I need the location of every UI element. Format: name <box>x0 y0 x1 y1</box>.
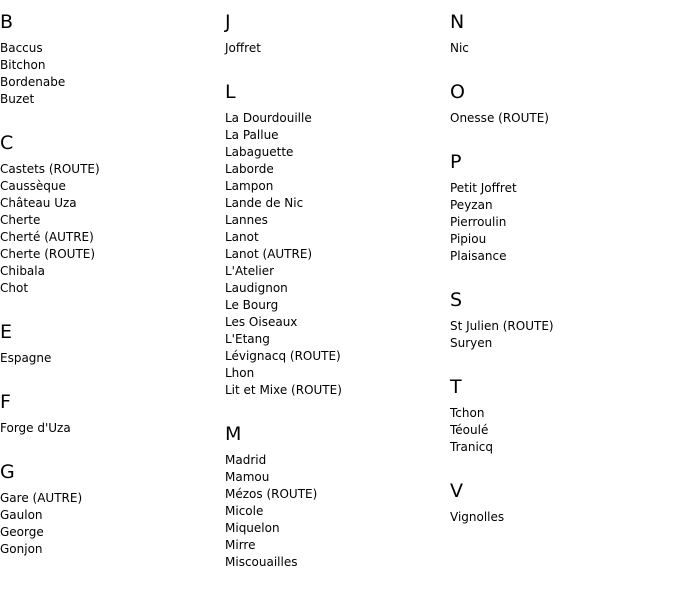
letter-heading-e: E <box>0 321 13 343</box>
entry-mamou[interactable]: Mamou <box>225 470 270 484</box>
entry-micole[interactable]: Micole <box>225 504 264 518</box>
entry-lannes[interactable]: Lannes <box>225 213 268 227</box>
letter-heading-o: O <box>450 81 465 103</box>
letter-group-g <box>0 460 220 558</box>
letter-heading-m: M <box>225 423 242 445</box>
letter-group-t <box>450 375 670 456</box>
entry-labaguette[interactable]: Labaguette <box>225 145 294 159</box>
letter-group-e <box>0 320 220 367</box>
entry-onesse-route[interactable]: Onesse (ROUTE) <box>450 111 549 125</box>
entry-miscouailles[interactable]: Miscouailles <box>225 555 298 569</box>
entry-lanot[interactable]: Lanot <box>225 230 259 244</box>
letter-group-v <box>450 479 670 526</box>
entry-vignolles[interactable]: Vignolles <box>450 510 505 524</box>
index-column-3 <box>450 10 670 549</box>
letter-group-s <box>450 288 670 352</box>
entry-lanot-autre[interactable]: Lanot (AUTRE) <box>225 247 313 261</box>
letter-group-b <box>0 10 220 108</box>
index-column-1 <box>0 10 220 581</box>
letter-group-c <box>0 131 220 297</box>
entry-castets-route[interactable]: Castets (ROUTE) <box>0 162 100 176</box>
entry-la-dourdouille[interactable]: La Dourdouille <box>225 111 312 125</box>
entry-joffret[interactable]: Joffret <box>225 41 261 55</box>
entry-list-p <box>450 180 670 265</box>
entry-le-bourg[interactable]: Le Bourg <box>225 298 279 312</box>
entry-petit-joffret[interactable]: Petit Joffret <box>450 181 517 195</box>
entry-bordenabe[interactable]: Bordenabe <box>0 75 66 89</box>
entry-lande-de-nic[interactable]: Lande de Nic <box>225 196 304 210</box>
entry-nic[interactable]: Nic <box>450 41 469 55</box>
entry-caussegue[interactable]: Caussèque <box>0 179 66 193</box>
entry-pipiou[interactable]: Pipiou <box>450 232 487 246</box>
letter-group-n <box>450 10 670 57</box>
entry-cherte-route[interactable]: Cherte (ROUTE) <box>0 247 96 261</box>
entry-list-n <box>450 40 670 57</box>
entry-list-s <box>450 318 670 352</box>
entry-st-julien-route[interactable]: St Julien (ROUTE) <box>450 319 554 333</box>
entry-les-oiseaux[interactable]: Les Oiseaux <box>225 315 298 329</box>
entry-tchon[interactable]: Tchon <box>450 406 485 420</box>
letter-group-p <box>450 150 670 265</box>
entry-gare-autre[interactable]: Gare (AUTRE) <box>0 491 83 505</box>
entry-list-e <box>0 350 220 367</box>
letter-group-m <box>225 422 445 571</box>
entry-list-m <box>225 452 445 571</box>
letter-heading-b: B <box>0 11 14 33</box>
letter-heading-l: L <box>225 81 236 103</box>
entry-peyzan[interactable]: Peyzan <box>450 198 493 212</box>
entry-tranicq[interactable]: Tranicq <box>450 440 494 454</box>
letter-heading-s: S <box>450 289 463 311</box>
entry-list-b <box>0 40 220 108</box>
letter-heading-v: V <box>450 480 463 502</box>
letter-heading-f: F <box>0 391 11 413</box>
entry-chibala[interactable]: Chibala <box>0 264 45 278</box>
entry-l-etang[interactable]: L'Etang <box>225 332 270 346</box>
entry-suryen[interactable]: Suryen <box>450 336 493 350</box>
entry-chot[interactable]: Chot <box>0 281 29 295</box>
letter-group-l <box>225 80 445 399</box>
entry-gonjon[interactable]: Gonjon <box>0 542 43 556</box>
entry-lit-et-mixe-route[interactable]: Lit et Mixe (ROUTE) <box>225 383 342 397</box>
entry-madrid[interactable]: Madrid <box>225 453 267 467</box>
index-column-2 <box>225 10 445 594</box>
letter-heading-n: N <box>450 11 465 33</box>
entry-forge-d-uza[interactable]: Forge d'Uza <box>0 421 71 435</box>
entry-buzet[interactable]: Buzet <box>0 92 35 106</box>
entry-gaulon[interactable]: Gaulon <box>0 508 43 522</box>
letter-heading-p: P <box>450 151 462 173</box>
letter-heading-t: T <box>450 376 462 398</box>
letter-heading-j: J <box>225 11 231 33</box>
entry-list-g <box>0 490 220 558</box>
entry-cherte[interactable]: Cherte <box>0 213 41 227</box>
letter-heading-c: C <box>0 132 14 154</box>
letter-heading-g: G <box>0 461 15 483</box>
entry-espagne[interactable]: Espagne <box>0 351 52 365</box>
entry-l-atelier[interactable]: L'Atelier <box>225 264 275 278</box>
entry-bitchon[interactable]: Bitchon <box>0 58 46 72</box>
entry-pierroulin[interactable]: Pierroulin <box>450 215 507 229</box>
entry-laudignon[interactable]: Laudignon <box>225 281 288 295</box>
letter-group-f <box>0 390 220 437</box>
entry-laborde[interactable]: Laborde <box>225 162 274 176</box>
entry-list-o <box>450 110 670 127</box>
entry-list-t <box>450 405 670 456</box>
entry-lhon[interactable]: Lhon <box>225 366 255 380</box>
entry-george[interactable]: George <box>0 525 44 539</box>
entry-mezos-route[interactable]: Mézos (ROUTE) <box>225 487 318 501</box>
entry-cherte-autre[interactable]: Cherté (AUTRE) <box>0 230 94 244</box>
entry-lampon[interactable]: Lampon <box>225 179 274 193</box>
entry-levignacq-route[interactable]: Lévignacq (ROUTE) <box>225 349 341 363</box>
entry-chateau-uza[interactable]: Château Uza <box>0 196 77 210</box>
entry-list-f <box>0 420 220 437</box>
entry-list-v <box>450 509 670 526</box>
entry-plaisance[interactable]: Plaisance <box>450 249 507 263</box>
entry-la-pallue[interactable]: La Pallue <box>225 128 279 142</box>
entry-teoule[interactable]: Téoulé <box>450 423 489 437</box>
entry-miquelon[interactable]: Miquelon <box>225 521 280 535</box>
entry-mirre[interactable]: Mirre <box>225 538 256 552</box>
entry-list-l <box>225 110 445 399</box>
entry-list-j <box>225 40 445 57</box>
letter-group-o <box>450 80 670 127</box>
entry-list-c <box>0 161 220 297</box>
entry-baccus[interactable]: Baccus <box>0 41 43 55</box>
letter-group-j <box>225 10 445 57</box>
